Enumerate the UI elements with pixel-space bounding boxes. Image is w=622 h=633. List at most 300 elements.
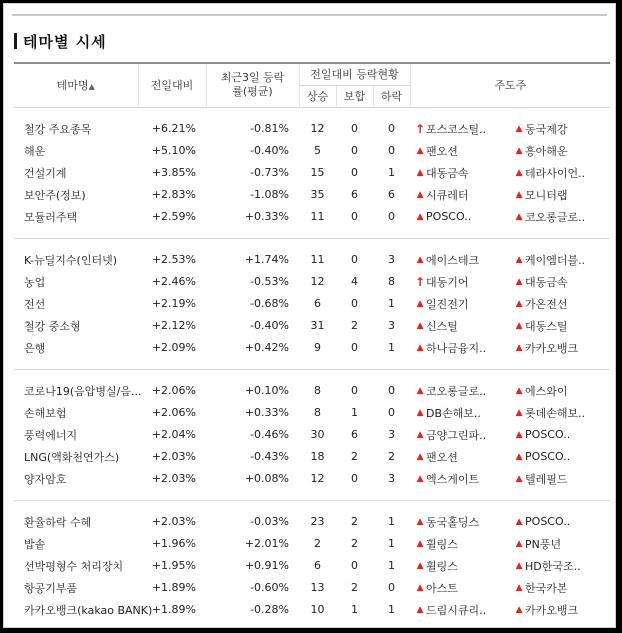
- rise-triangle-icon: ▲: [416, 385, 424, 396]
- leader-stock-name: 대동금속: [525, 275, 568, 289]
- up-count: 18: [310, 450, 325, 463]
- leader-stock[interactable]: [410, 471, 511, 487]
- leaders-cell: [410, 380, 610, 402]
- up-count: 30: [310, 428, 325, 441]
- change-rate: +2.46%: [151, 275, 196, 288]
- theme-market-panel: [3, 3, 616, 628]
- avg3-rate: -0.28%: [250, 603, 289, 616]
- change-rate: +2.06%: [151, 384, 196, 397]
- avg3-rate: -1.08%: [250, 188, 289, 201]
- leader-stock-name: 시큐레터: [426, 188, 469, 202]
- rise-triangle-icon: ▲: [416, 320, 424, 331]
- theme-name-link[interactable]: 철강 주요종목: [24, 122, 92, 136]
- up-count: 13: [310, 581, 325, 594]
- table-row[interactable]: [14, 555, 610, 577]
- down-count: 1: [388, 603, 396, 616]
- up-count: 2: [314, 537, 321, 550]
- down-count: 0: [388, 144, 396, 157]
- flat-count: 0: [351, 384, 358, 397]
- leader-stock[interactable]: [511, 536, 610, 552]
- theme-name-link[interactable]: 전선: [24, 297, 46, 311]
- leader-stock-name: HD한국조..: [525, 559, 581, 573]
- flat-count: 1: [351, 406, 358, 419]
- leader-stock[interactable]: [511, 296, 610, 312]
- leader-stock-name: 테라사이언..: [525, 166, 586, 180]
- leader-stock[interactable]: [410, 318, 511, 334]
- title-bar: [14, 33, 17, 49]
- leader-stock[interactable]: [410, 121, 511, 137]
- theme-name-link[interactable]: 농업: [24, 275, 46, 289]
- rise-triangle-icon: ▲: [515, 276, 523, 287]
- down-count: 0: [388, 581, 396, 594]
- col-down-header[interactable]: [373, 85, 410, 107]
- leader-stock-name: 동국제강: [525, 122, 568, 136]
- leader-stock-name: 대동스틸: [525, 319, 568, 333]
- flat-count: 2: [351, 581, 358, 594]
- leaders-cell: [410, 184, 610, 206]
- flat-count: 4: [351, 275, 358, 288]
- col-avg3-header[interactable]: [206, 63, 299, 107]
- down-count: 6: [388, 188, 396, 201]
- up-count: 10: [310, 603, 325, 616]
- rise-triangle-icon: ▲: [515, 320, 523, 331]
- change-rate: +2.09%: [151, 341, 196, 354]
- flat-count: 2: [351, 450, 358, 463]
- leader-stock-name: 휠링스: [426, 537, 458, 551]
- flat-count: 0: [351, 559, 358, 572]
- rise-triangle-icon: ▲: [515, 560, 523, 571]
- leader-stock[interactable]: [410, 383, 511, 399]
- table-row[interactable]: [14, 337, 610, 359]
- leaders-cell: [410, 206, 610, 228]
- avg3-rate: +0.91%: [244, 559, 289, 572]
- leader-stock[interactable]: [511, 558, 610, 574]
- leader-stock-name: 롯데손해보..: [525, 406, 586, 420]
- leaders-cell: [410, 118, 610, 140]
- change-rate: +2.03%: [151, 472, 196, 485]
- change-rate: +2.12%: [151, 319, 196, 332]
- theme-name-link[interactable]: 양자암호: [24, 472, 67, 486]
- rise-triangle-icon: ▲: [416, 560, 424, 571]
- leader-stock[interactable]: [410, 165, 511, 181]
- leader-stock-name: 대동금속: [426, 166, 469, 180]
- avg3-rate: +0.08%: [244, 472, 289, 485]
- theme-name-link[interactable]: 환율하락 수혜: [24, 515, 92, 529]
- leader-stock[interactable]: [511, 252, 610, 268]
- leader-stock[interactable]: [511, 318, 610, 334]
- leader-stock[interactable]: [410, 558, 511, 574]
- down-count: 0: [388, 384, 396, 397]
- avg3-rate: -0.60%: [250, 581, 289, 594]
- leader-stock[interactable]: [410, 514, 511, 530]
- down-count: 0: [388, 210, 396, 223]
- down-count: 3: [388, 428, 396, 441]
- avg3-rate: +0.33%: [244, 406, 289, 419]
- down-count: 1: [388, 537, 396, 550]
- flat-count: 0: [351, 210, 358, 223]
- leader-stock[interactable]: [511, 187, 610, 203]
- flat-count: 0: [351, 166, 358, 179]
- leader-stock[interactable]: [410, 187, 511, 203]
- group-gap: [14, 490, 610, 500]
- leader-stock-name: 텔레필드: [525, 472, 568, 486]
- up-count: 12: [310, 472, 325, 485]
- col-flat-label: 보합: [343, 90, 366, 103]
- col-up-header[interactable]: [299, 85, 336, 107]
- theme-name-link[interactable]: 철강 중소형: [24, 319, 81, 333]
- col-theme-label: 테마명: [56, 79, 89, 93]
- group-gap: [14, 238, 610, 249]
- up-count: 8: [314, 384, 321, 397]
- rise-triangle-icon: ▲: [515, 407, 523, 418]
- rise-triangle-icon: ▲: [515, 473, 523, 484]
- col-leaders-header: [410, 63, 610, 107]
- rise-triangle-icon: ▲: [416, 298, 424, 309]
- group-gap: [14, 621, 610, 631]
- change-rate: +6.21%: [151, 122, 196, 135]
- leader-stock-name: PN풍년: [525, 537, 562, 551]
- down-count: 2: [388, 450, 396, 463]
- leaders-cell: [410, 424, 610, 446]
- col-avg3-label: 최근3일 등락률(평균): [220, 71, 285, 99]
- theme-name-link[interactable]: K-뉴딜지수(인터넷): [24, 253, 117, 267]
- up-count: 6: [314, 297, 321, 310]
- leader-stock-name: 일진전기: [426, 297, 469, 311]
- col-up-label: 상승: [306, 90, 329, 103]
- leaders-cell: [410, 511, 610, 533]
- up-arrow-icon: ↑: [415, 274, 426, 289]
- leader-stock[interactable]: [511, 514, 610, 530]
- avg3-rate: +0.33%: [244, 210, 289, 223]
- leader-stock-name: 포스코스틸..: [426, 122, 487, 136]
- flat-count: 1: [351, 603, 358, 616]
- theme-name-link[interactable]: 해운: [24, 144, 46, 158]
- change-rate: +3.85%: [151, 166, 196, 179]
- avg3-rate: +2.01%: [244, 537, 289, 550]
- group-gap: [14, 500, 610, 511]
- rise-triangle-icon: ▲: [416, 451, 424, 462]
- theme-name-link[interactable]: 은행: [24, 341, 46, 355]
- col-down-label: 하락: [380, 90, 403, 103]
- leader-stock-name: POSCO..: [525, 515, 571, 528]
- rise-triangle-icon: ▲: [515, 298, 523, 309]
- col-change-label: 전일대비: [150, 79, 194, 93]
- leader-stock[interactable]: [410, 536, 511, 552]
- down-count: 3: [388, 472, 396, 485]
- avg3-rate: -0.81%: [250, 122, 289, 135]
- flat-count: 2: [351, 537, 358, 550]
- change-rate: +2.04%: [151, 428, 196, 441]
- rise-triangle-icon: ▲: [416, 582, 424, 593]
- flat-count: 0: [351, 472, 358, 485]
- table-row[interactable]: [14, 118, 610, 140]
- leader-stock[interactable]: [410, 274, 511, 290]
- leader-stock[interactable]: [511, 449, 610, 465]
- leader-stock[interactable]: [410, 602, 511, 618]
- leader-stock-name: 하나금융지..: [426, 341, 487, 355]
- flat-count: 2: [351, 319, 358, 332]
- rise-triangle-icon: ▲: [416, 604, 424, 615]
- group-gap: [14, 228, 610, 238]
- leader-stock-name: 엑스게이트: [426, 472, 480, 486]
- flat-count: 0: [351, 297, 358, 310]
- change-rate: +2.83%: [151, 188, 196, 201]
- leaders-cell: [410, 402, 610, 424]
- table-row[interactable]: [14, 577, 610, 599]
- leader-stock[interactable]: [511, 165, 610, 181]
- leader-stock-name: 에스와이: [525, 384, 568, 398]
- leader-stock-name: 카카오뱅크: [525, 603, 579, 617]
- rise-triangle-icon: ▲: [416, 145, 424, 156]
- leader-stock-name: 모니터랩: [525, 188, 568, 202]
- col-flat-header[interactable]: [336, 85, 373, 107]
- group-gap: [14, 107, 610, 118]
- up-count: 23: [310, 515, 325, 528]
- leader-stock-name: 가온전선: [525, 297, 568, 311]
- leader-stock-name: 코오롱글로..: [426, 384, 487, 398]
- theme-name-link[interactable]: LNG(액화천연가스): [24, 450, 120, 464]
- theme-name-link[interactable]: 보안주(정보): [24, 188, 86, 202]
- up-count: 5: [314, 144, 321, 157]
- table-row[interactable]: [14, 140, 610, 162]
- table-row[interactable]: [14, 293, 610, 315]
- leader-stock[interactable]: [511, 383, 610, 399]
- rise-triangle-icon: ▲: [416, 429, 424, 440]
- col-change-header[interactable]: [138, 63, 206, 107]
- down-count: 3: [388, 253, 396, 266]
- change-rate: +1.95%: [151, 559, 196, 572]
- down-count: 0: [388, 122, 396, 135]
- change-rate: +2.19%: [151, 297, 196, 310]
- theme-name-link[interactable]: 코로나19(음압병실/음...: [24, 384, 142, 398]
- leader-stock-name: 아스트: [426, 581, 458, 595]
- rise-triangle-icon: ▲: [515, 538, 523, 549]
- down-count: 1: [388, 559, 396, 572]
- change-rate: +1.96%: [151, 537, 196, 550]
- leader-stock[interactable]: [511, 121, 610, 137]
- avg3-rate: -0.03%: [250, 515, 289, 528]
- flat-count: 6: [351, 428, 358, 441]
- leader-stock[interactable]: [511, 580, 610, 596]
- leader-stock-name: POSCO..: [525, 450, 571, 463]
- col-updown-label: 전일대비 등락현황: [310, 68, 399, 82]
- theme-name-link[interactable]: 밥솥: [24, 537, 46, 551]
- rise-triangle-icon: ▲: [416, 538, 424, 549]
- leader-stock-name: 동국홀딩스: [426, 515, 480, 529]
- leader-stock[interactable]: [511, 427, 610, 443]
- leader-stock[interactable]: [410, 252, 511, 268]
- table-row[interactable]: [14, 271, 610, 293]
- leader-stock[interactable]: [410, 296, 511, 312]
- leader-stock-name: 휠링스: [426, 559, 458, 573]
- table-row[interactable]: [14, 380, 610, 402]
- flat-count: 0: [351, 341, 358, 354]
- up-count: 31: [310, 319, 325, 332]
- leaders-cell: [410, 446, 610, 468]
- down-count: 1: [388, 515, 396, 528]
- leaders-cell: [410, 162, 610, 184]
- up-count: 9: [314, 341, 321, 354]
- table-body: [14, 107, 610, 631]
- table-row[interactable]: [14, 468, 610, 490]
- table-row[interactable]: [14, 249, 610, 271]
- table-row[interactable]: [14, 599, 610, 621]
- avg3-rate: -0.40%: [250, 144, 289, 157]
- leader-stock[interactable]: [410, 209, 511, 225]
- group-gap: [14, 359, 610, 369]
- theme-name-link[interactable]: 손해보험: [24, 406, 67, 420]
- table-row[interactable]: [14, 446, 610, 468]
- leader-stock[interactable]: [511, 340, 610, 356]
- table-row[interactable]: [14, 162, 610, 184]
- leader-stock-name: 케이엠더블..: [525, 253, 586, 267]
- rise-triangle-icon: ▲: [416, 167, 424, 178]
- table-row[interactable]: [14, 184, 610, 206]
- col-leaders-label: 주도주: [494, 79, 527, 93]
- table-row[interactable]: [14, 511, 610, 533]
- rise-triangle-icon: ▲: [515, 123, 523, 134]
- leader-stock-name: 드림시큐리..: [426, 603, 487, 617]
- avg3-rate: -0.43%: [250, 450, 289, 463]
- leaders-cell: [410, 533, 610, 555]
- leader-stock-name: 카카오뱅크: [525, 341, 579, 355]
- leader-stock[interactable]: [511, 471, 610, 487]
- section-title: [14, 31, 107, 51]
- leaders-cell: [410, 249, 610, 271]
- flat-count: 0: [351, 144, 358, 157]
- up-count: 35: [310, 188, 325, 201]
- up-count: 12: [310, 275, 325, 288]
- rise-triangle-icon: ▲: [416, 473, 424, 484]
- leader-stock[interactable]: [410, 427, 511, 443]
- top-divider: [12, 14, 607, 16]
- sort-icon: ▲: [88, 82, 95, 92]
- col-updown-header: [299, 63, 410, 85]
- theme-name-link[interactable]: 건설기계: [24, 166, 67, 180]
- theme-name-link[interactable]: 항공기부품: [24, 581, 78, 595]
- rise-triangle-icon: ▲: [515, 385, 523, 396]
- rise-triangle-icon: ▲: [416, 189, 424, 200]
- table-row[interactable]: [14, 315, 610, 337]
- rise-triangle-icon: ▲: [416, 211, 424, 222]
- leader-stock-name: POSCO..: [525, 428, 571, 441]
- theme-name-link[interactable]: 모듈러주택: [24, 210, 78, 224]
- down-count: 1: [388, 297, 396, 310]
- table-row[interactable]: [14, 533, 610, 555]
- theme-name-link[interactable]: 카카오뱅크(kakao BANK): [24, 603, 153, 617]
- down-count: 0: [388, 406, 396, 419]
- leader-stock[interactable]: [410, 340, 511, 356]
- leader-stock[interactable]: [410, 405, 511, 421]
- change-rate: +1.89%: [151, 603, 196, 616]
- leader-stock[interactable]: [410, 143, 511, 159]
- rise-triangle-icon: ▲: [515, 429, 523, 440]
- down-count: 8: [388, 275, 396, 288]
- leader-stock[interactable]: [410, 449, 511, 465]
- rise-triangle-icon: ▲: [515, 582, 523, 593]
- rise-triangle-icon: ▲: [515, 254, 523, 265]
- leader-stock-name: 팬오션: [426, 450, 458, 464]
- change-rate: +2.03%: [151, 515, 196, 528]
- up-count: 8: [314, 406, 321, 419]
- up-count: 6: [314, 559, 321, 572]
- leader-stock-name: 팬오션: [426, 144, 458, 158]
- leaders-cell: [410, 293, 610, 315]
- up-count: 11: [310, 210, 325, 223]
- leader-stock-name: POSCO..: [426, 210, 472, 223]
- avg3-rate: -0.73%: [250, 166, 289, 179]
- table-row[interactable]: [14, 206, 610, 228]
- rise-triangle-icon: ▲: [416, 342, 424, 353]
- table-row[interactable]: [14, 402, 610, 424]
- rise-triangle-icon: ▲: [515, 189, 523, 200]
- up-count: 11: [310, 253, 325, 266]
- leader-stock-name: 금양그린파..: [426, 428, 487, 442]
- leader-stock[interactable]: [511, 209, 610, 225]
- page-title: 테마별 시세: [23, 32, 107, 51]
- up-count: 12: [310, 122, 325, 135]
- up-count: 15: [310, 166, 325, 179]
- leaders-cell: [410, 468, 610, 490]
- leader-stock[interactable]: [511, 274, 610, 290]
- flat-count: 2: [351, 515, 358, 528]
- group-gap: [14, 369, 610, 380]
- avg3-rate: -0.40%: [250, 319, 289, 332]
- table-row[interactable]: [14, 424, 610, 446]
- leader-stock[interactable]: [410, 580, 511, 596]
- flat-count: 0: [351, 122, 358, 135]
- leader-stock[interactable]: [511, 143, 610, 159]
- rise-triangle-icon: ▲: [416, 254, 424, 265]
- rise-triangle-icon: ▲: [515, 145, 523, 156]
- leader-stock-name: 에이스테크: [426, 253, 480, 267]
- leader-stock[interactable]: [511, 602, 610, 618]
- theme-name-link[interactable]: 선박평형수 처리장치: [24, 559, 124, 573]
- avg3-rate: +0.42%: [244, 341, 289, 354]
- col-theme-header[interactable]: [14, 63, 138, 107]
- theme-name-link[interactable]: 풍력에너지: [24, 428, 78, 442]
- leaders-cell: [410, 315, 610, 337]
- theme-table: [14, 62, 610, 631]
- leaders-cell: [410, 599, 610, 621]
- change-rate: +2.06%: [151, 406, 196, 419]
- flat-count: 0: [351, 253, 358, 266]
- avg3-rate: +0.10%: [244, 384, 289, 397]
- leaders-cell: [410, 577, 610, 599]
- change-rate: +2.59%: [151, 210, 196, 223]
- leaders-cell: [410, 271, 610, 293]
- down-count: 1: [388, 166, 396, 179]
- up-arrow-icon: ↑: [415, 121, 426, 136]
- avg3-rate: -0.46%: [250, 428, 289, 441]
- leader-stock-name: 한국카본: [525, 581, 568, 595]
- leader-stock-name: 대동기어: [426, 275, 469, 289]
- avg3-rate: +1.74%: [244, 253, 289, 266]
- rise-triangle-icon: ▲: [515, 342, 523, 353]
- change-rate: +2.53%: [151, 253, 196, 266]
- rise-triangle-icon: ▲: [416, 407, 424, 418]
- rise-triangle-icon: ▲: [515, 211, 523, 222]
- avg3-rate: -0.53%: [250, 275, 289, 288]
- leader-stock-name: 코오롱글로..: [525, 210, 586, 224]
- down-count: 3: [388, 319, 396, 332]
- rise-triangle-icon: ▲: [515, 516, 523, 527]
- leader-stock[interactable]: [511, 405, 610, 421]
- flat-count: 6: [351, 188, 358, 201]
- rise-triangle-icon: ▲: [416, 516, 424, 527]
- leader-stock-name: 흥아해운: [525, 144, 568, 158]
- leader-stock-name: DB손해보..: [426, 406, 481, 420]
